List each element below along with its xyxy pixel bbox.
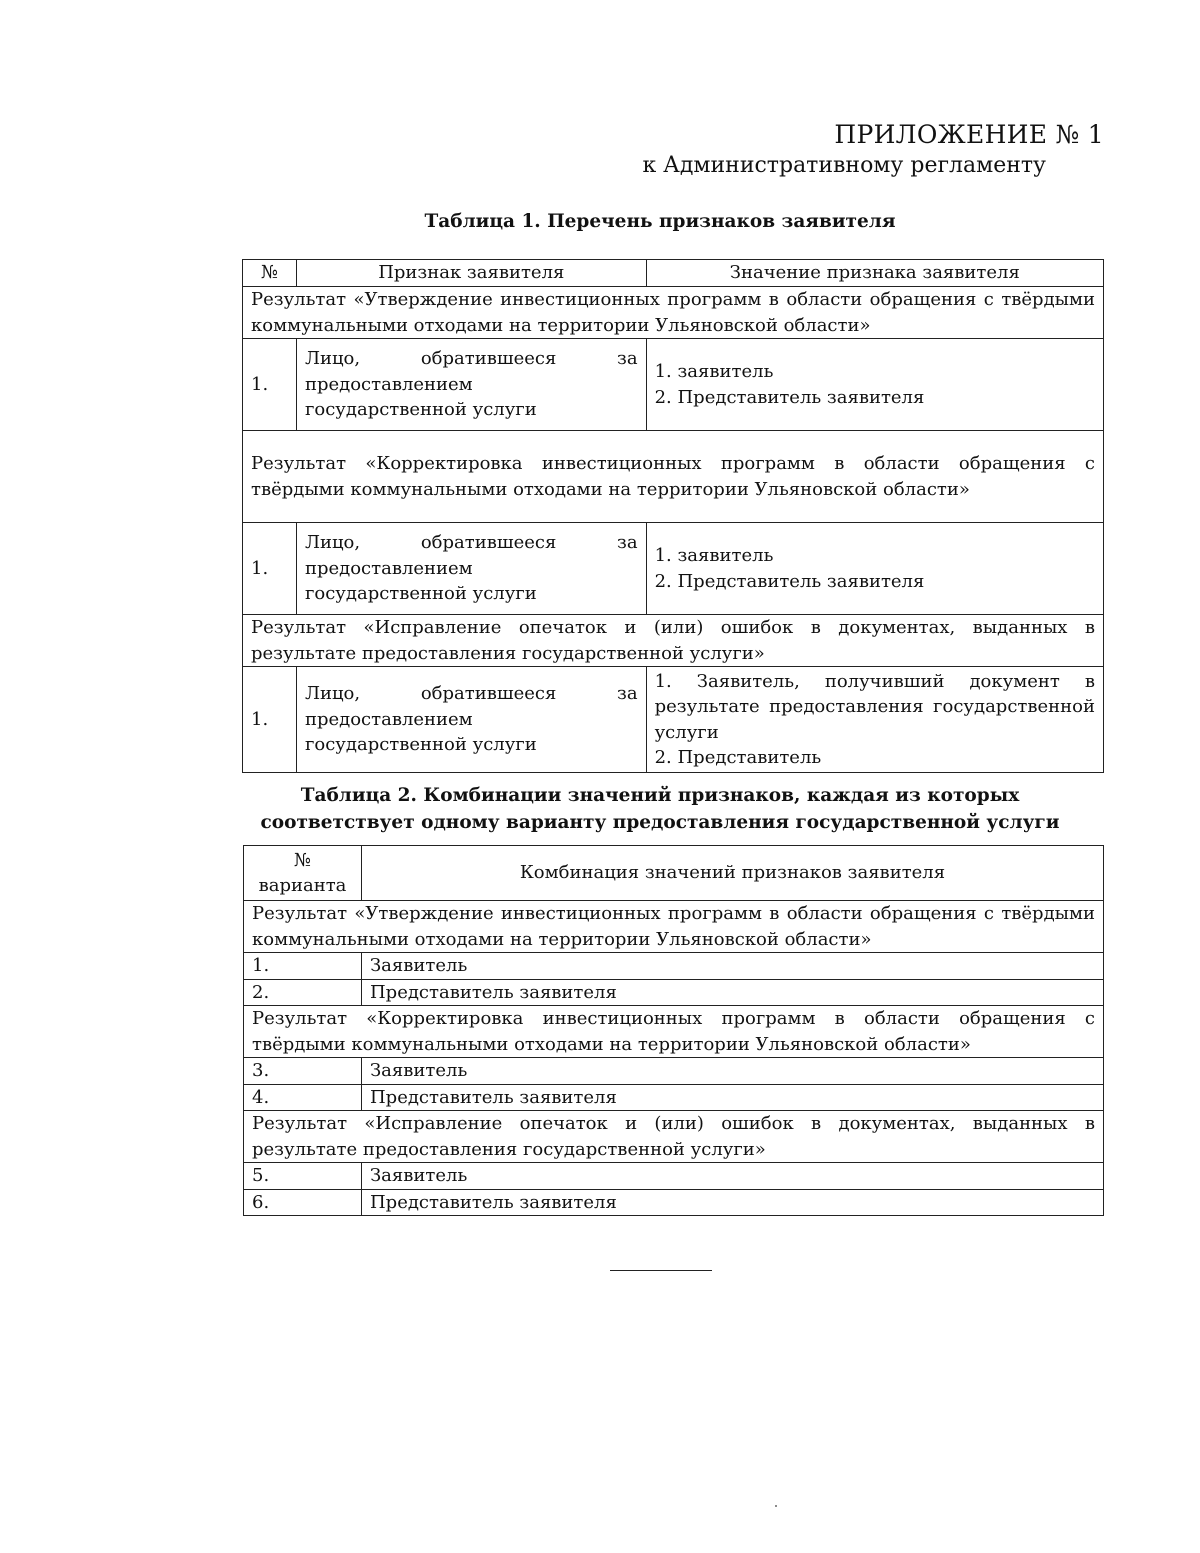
variant-num: 2. [244,979,362,1006]
table1-result-row [243,287,1104,339]
table2-caption-line1: Таблица 2. Комбинации значений признаков, каждая из которых [300,785,1020,806]
table2-result-row [244,901,1104,953]
header-num: № [243,260,297,287]
table2-caption-line2: соответствует одному варианту предоставления государственной услуги [260,812,1060,833]
row-feature: Лицо, обратившееся за предоставлением государственной услуги [296,523,646,615]
appendix-title: ПРИЛОЖЕНИЕ № 1 [834,120,1104,149]
table2-row [244,1058,1104,1085]
result-text: Результат «Корректировка инвестиционных программ в области обращения с твёрдыми коммунальными отходами на территории Ульяновской области» [244,1006,1104,1058]
value-line: 1. Заявитель, получивший документ в результате предоставления государственной услуги [654,670,1095,743]
variant-combo: Заявитель [361,953,1103,980]
header-value: Значение признака заявителя [646,260,1103,287]
result-text: Результат «Исправление опечаток и (или) ошибок в документах, выданных в результате предоставления государственной услуги» [243,615,1104,667]
header-combination: Комбинация значений признаков заявителя [361,846,1103,901]
table2-result-row [244,1111,1104,1163]
row-feature: Лицо, обратившееся за предоставлением государственной услуги [296,339,646,431]
variant-num: 6. [244,1189,362,1216]
row-num: 1. [243,523,297,615]
value-line: 2. Представитель заявителя [654,570,925,592]
variant-combo: Представитель заявителя [361,979,1103,1006]
table1-header-row [243,260,1104,287]
end-separator-line [610,1270,712,1271]
result-text: Результат «Утверждение инвестиционных программ в области обращения с твёрдыми коммунальными отходами на территории Ульяновской области» [244,901,1104,953]
row-values [646,339,1103,431]
variant-combo: Заявитель [361,1163,1103,1190]
variant-num: 4. [244,1084,362,1111]
table1-row [243,523,1104,615]
variant-combo: Заявитель [361,1058,1103,1085]
result-text: Результат «Исправление опечаток и (или) ошибок в документах, выданных в результате предоставления государственной услуги» [244,1111,1104,1163]
variant-num: 1. [244,953,362,980]
variant-num: 5. [244,1163,362,1190]
row-num: 1. [243,667,297,773]
table2-result-row [244,1006,1104,1058]
row-num: 1. [243,339,297,431]
header-variant-num: № варианта [244,846,362,901]
row-values [646,667,1103,773]
table1 [242,259,1104,773]
value-line: 1. заявитель [654,545,774,566]
table2-row [244,1084,1104,1111]
header-feature: Признак заявителя [296,260,646,287]
variant-num: 3. [244,1058,362,1085]
table2-row [244,1189,1104,1216]
table2 [243,845,1104,1216]
table2-header-row [244,846,1104,901]
table2-row [244,953,1104,980]
scan-speck [775,1505,777,1507]
value-line: 2. Представитель [654,747,822,768]
table1-row [243,667,1104,773]
variant-combo: Представитель заявителя [361,1084,1103,1111]
table1-row [243,339,1104,431]
appendix-subtitle: к Административному регламенту [642,153,1046,178]
table2-row [244,979,1104,1006]
row-values [646,523,1103,615]
table1-caption: Таблица 1. Перечень признаков заявителя [424,211,896,232]
table1-result-row [243,615,1104,667]
value-line: 1. заявитель [654,361,774,382]
row-feature: Лицо, обратившееся за предоставлением государственной услуги [296,667,646,773]
table2-caption [0,782,1200,836]
result-text: Результат «Утверждение инвестиционных программ в области обращения с твёрдыми коммунальными отходами на территории Ульяновской области» [243,287,1104,339]
table2-row [244,1163,1104,1190]
result-text: Результат «Корректировка инвестиционных программ в области обращения с твёрдыми коммунальными отходами на территории Ульяновской области» [243,431,1104,523]
variant-combo: Представитель заявителя [361,1189,1103,1216]
table1-result-row [243,431,1104,523]
value-line: 2. Представитель заявителя [654,386,925,408]
